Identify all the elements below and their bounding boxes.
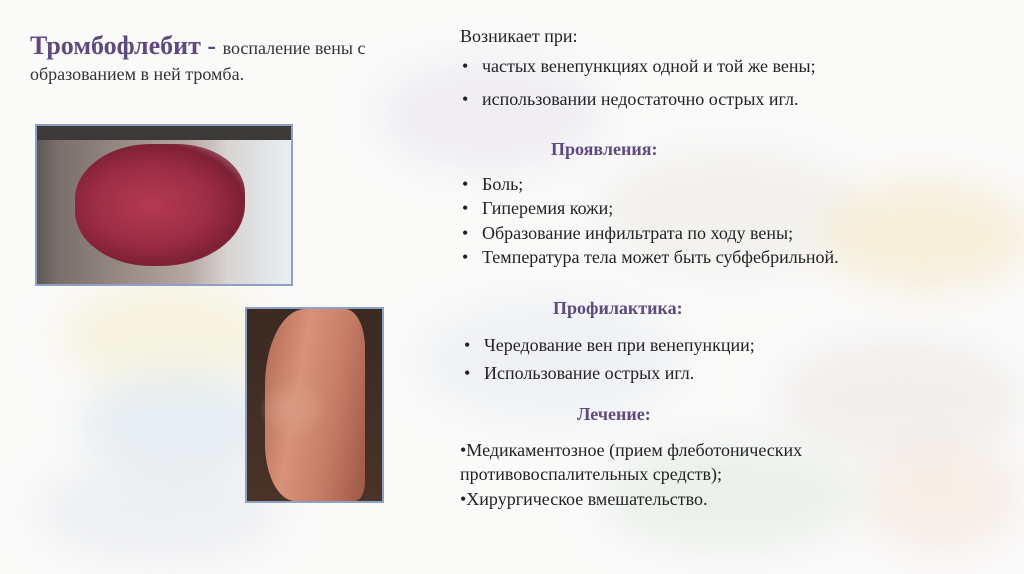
manifestation-item: • Образование инфильтрата по ходу вены; bbox=[460, 221, 839, 245]
occurs-label: Возникает при: bbox=[460, 26, 578, 46]
occurs-item: • использовании недостаточно острых игл. bbox=[460, 87, 816, 111]
prevention-heading: Профилактика: bbox=[553, 298, 683, 318]
treatment-heading: Лечение: bbox=[577, 404, 651, 424]
leg-vein-photo bbox=[245, 307, 384, 503]
occurs-item: • частых венепункциях одной и той же вены; bbox=[460, 54, 816, 78]
manifestations-heading: Проявления: bbox=[551, 139, 658, 159]
title-definition: воспаление вены с образованием в ней тромба. bbox=[30, 38, 366, 84]
prevention-item: • Чередование вен при венепункции; bbox=[462, 333, 755, 357]
manifestation-item: • Температура тела может быть субфебрильной. bbox=[460, 245, 839, 269]
forearm-rash-photo bbox=[35, 124, 293, 286]
manifestation-item: • Гиперемия кожи; bbox=[460, 196, 839, 220]
manifestations-list bbox=[460, 172, 839, 269]
prevention-item: • Использование острых игл. bbox=[462, 361, 755, 385]
prevention-list bbox=[462, 333, 755, 386]
treatment-item: •Хирургическое вмешательство. bbox=[460, 488, 708, 509]
treatment-list bbox=[460, 438, 930, 511]
page-title: Тромбофлебит - bbox=[30, 31, 223, 60]
title-block bbox=[30, 30, 410, 86]
manifestation-item: • Боль; bbox=[460, 172, 839, 196]
occurs-section bbox=[460, 24, 816, 111]
treatment-item: •Медикаментозное (прием флеботонических противовоспалительных средств); bbox=[460, 440, 803, 485]
